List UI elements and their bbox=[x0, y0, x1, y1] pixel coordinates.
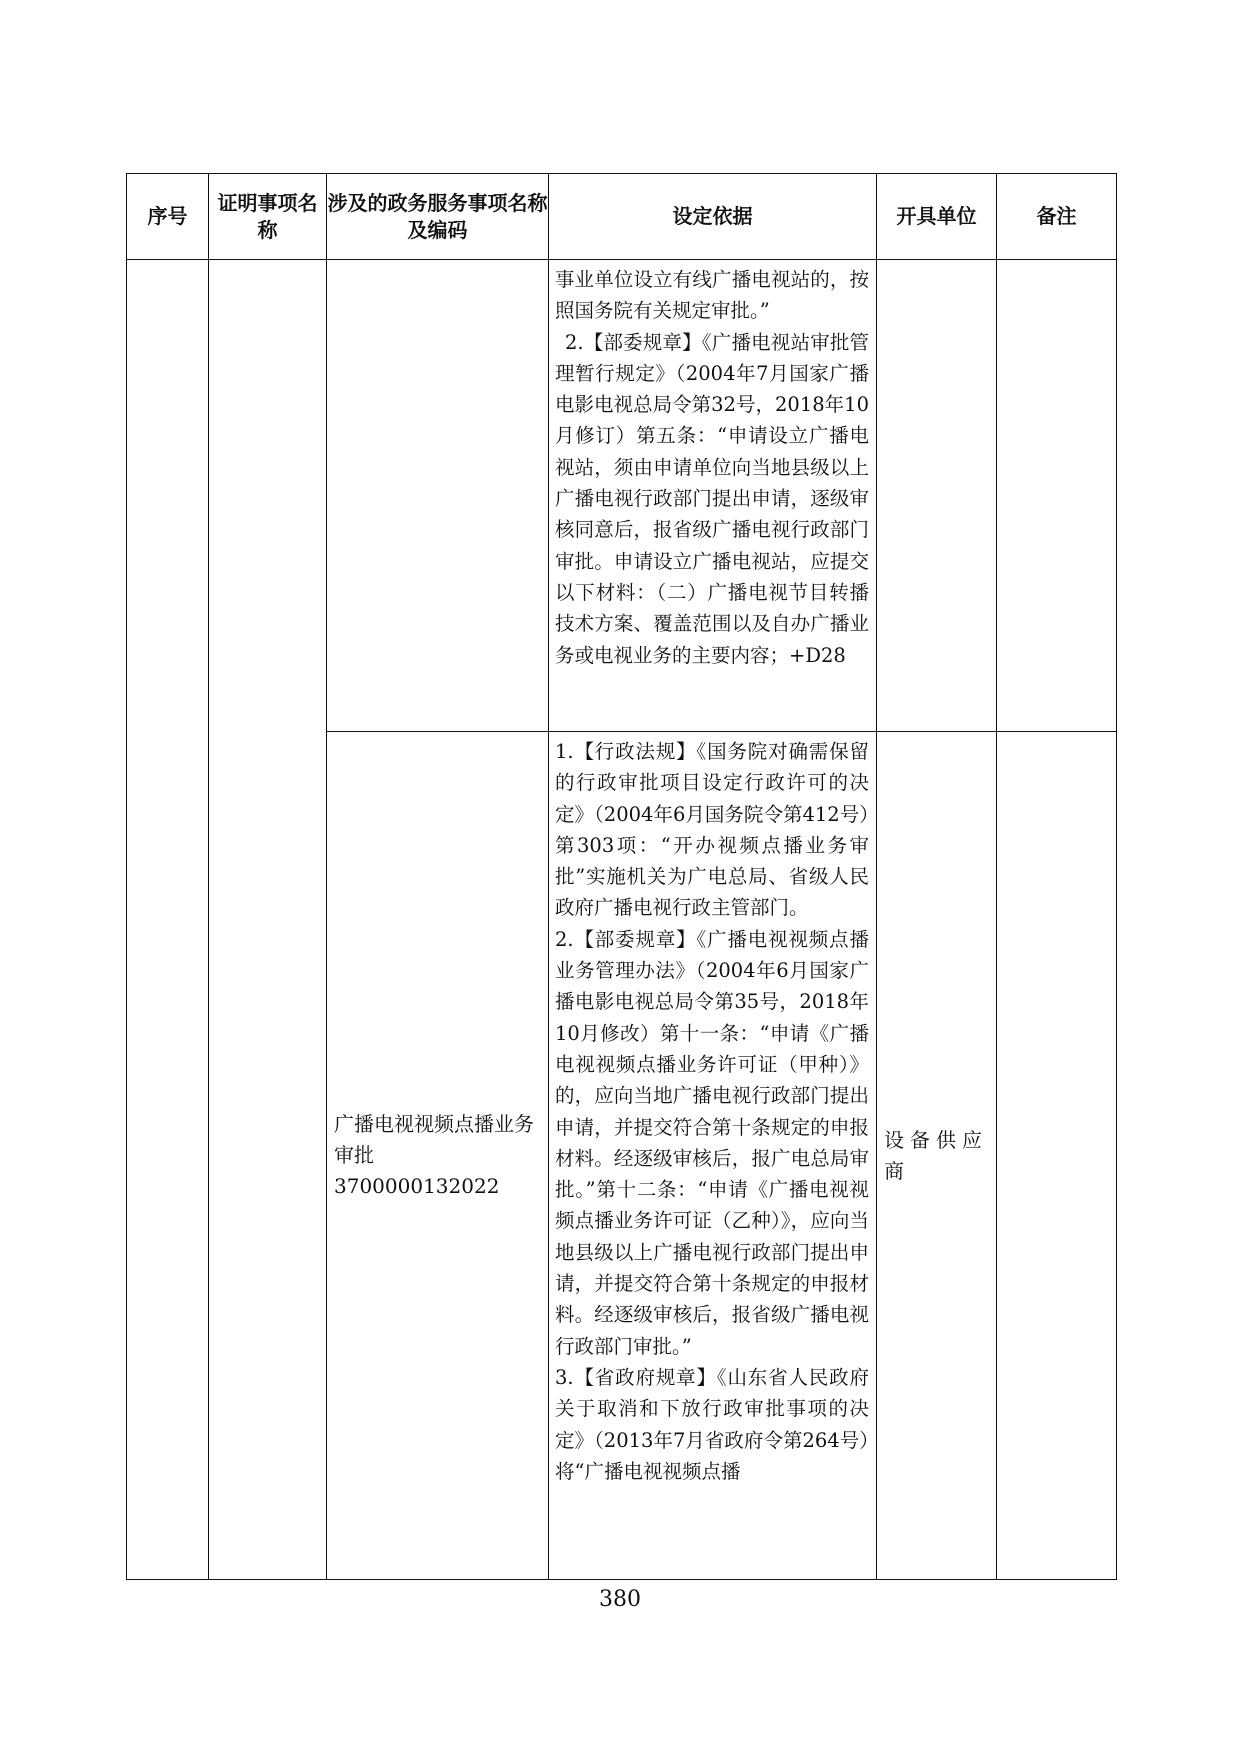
service-code: 3700000132022 bbox=[334, 1174, 500, 1198]
service-item-cell bbox=[327, 260, 549, 732]
issuer-cell bbox=[877, 260, 997, 732]
basis-paragraph: 2.【部委规章】《广播电视站审批管理暂行规定》（2004年7月国家广播电影电视总局令第32号，2018年10月修订）第五条：“申请设立广播电视站，须由申请单位向当地县级以上广播电视行政部门提出申请，逐级审核同意后，报省级广播电视行政部门审批。申请设立广播电视站，应提交以下材料：（二）广播电视节目转播技术方案、覆盖范围以及自办广播业务或电视业务的主要内容；+D28 bbox=[555, 330, 869, 667]
page-number: 380 bbox=[599, 1587, 641, 1612]
header-seq: 序号 bbox=[127, 174, 209, 260]
seq-cell bbox=[127, 260, 209, 1580]
header-basis: 设定依据 bbox=[549, 174, 877, 260]
cert-name-cell bbox=[209, 260, 327, 1580]
issuer-text: 设备供应商 bbox=[884, 1127, 988, 1183]
basis-cell bbox=[549, 260, 877, 732]
header-issuer: 开具单位 bbox=[877, 174, 997, 260]
basis-paragraph: 1.【行政法规】《国务院对确需保留的行政审批项目设定行政许可的决定》（2004年6月国务院令第412号）第303项：“开办视频点播业务审批”实施机关为广电总局、省级人民政府广播电视行政主管部门。 bbox=[555, 740, 869, 920]
header-remarks: 备注 bbox=[997, 174, 1117, 260]
basis-paragraph: 事业单位设立有线广播电视站的，按照国务院有关规定审批。” bbox=[555, 268, 869, 323]
table-header-row bbox=[127, 174, 1117, 260]
header-cert-name: 证明事项名称 bbox=[209, 174, 327, 260]
basis-cell bbox=[549, 732, 877, 1580]
service-item-cell bbox=[327, 732, 549, 1580]
document-table bbox=[126, 173, 1117, 1580]
issuer-cell bbox=[877, 732, 997, 1580]
remarks-cell bbox=[997, 260, 1117, 732]
remarks-cell bbox=[997, 732, 1117, 1580]
table-row bbox=[127, 260, 1117, 732]
service-name: 广播电视视频点播业务审批 bbox=[334, 1112, 534, 1167]
basis-paragraph: 2.【部委规章】《广播电视视频点播业务管理办法》（2004年6月国家广播电影电视总局令第35号，2018年10月修改）第十一条：“申请《广播电视视频点播业务许可证（甲种）》的，应向当地广播电视行政部门提出申请，并提交符合第十条规定的申报材料。经逐级审核后，报广电总局审批。”第十二条：“申请《广播电视视频点播业务许可证（乙种）》，应向当地县级以上广播电视行政部门提出申请，并提交符合第十条规定的申报材料。经逐级审核后，报省级广播电视行政部门审批。” bbox=[555, 927, 869, 1358]
basis-paragraph: 3.【省政府规章】《山东省人民政府关于取消和下放行政审批事项的决定》（2013年7月省政府令第264号）将“广播电视视频点播 bbox=[555, 1365, 869, 1483]
header-service-item: 涉及的政务服务事项名称及编码 bbox=[327, 174, 549, 260]
